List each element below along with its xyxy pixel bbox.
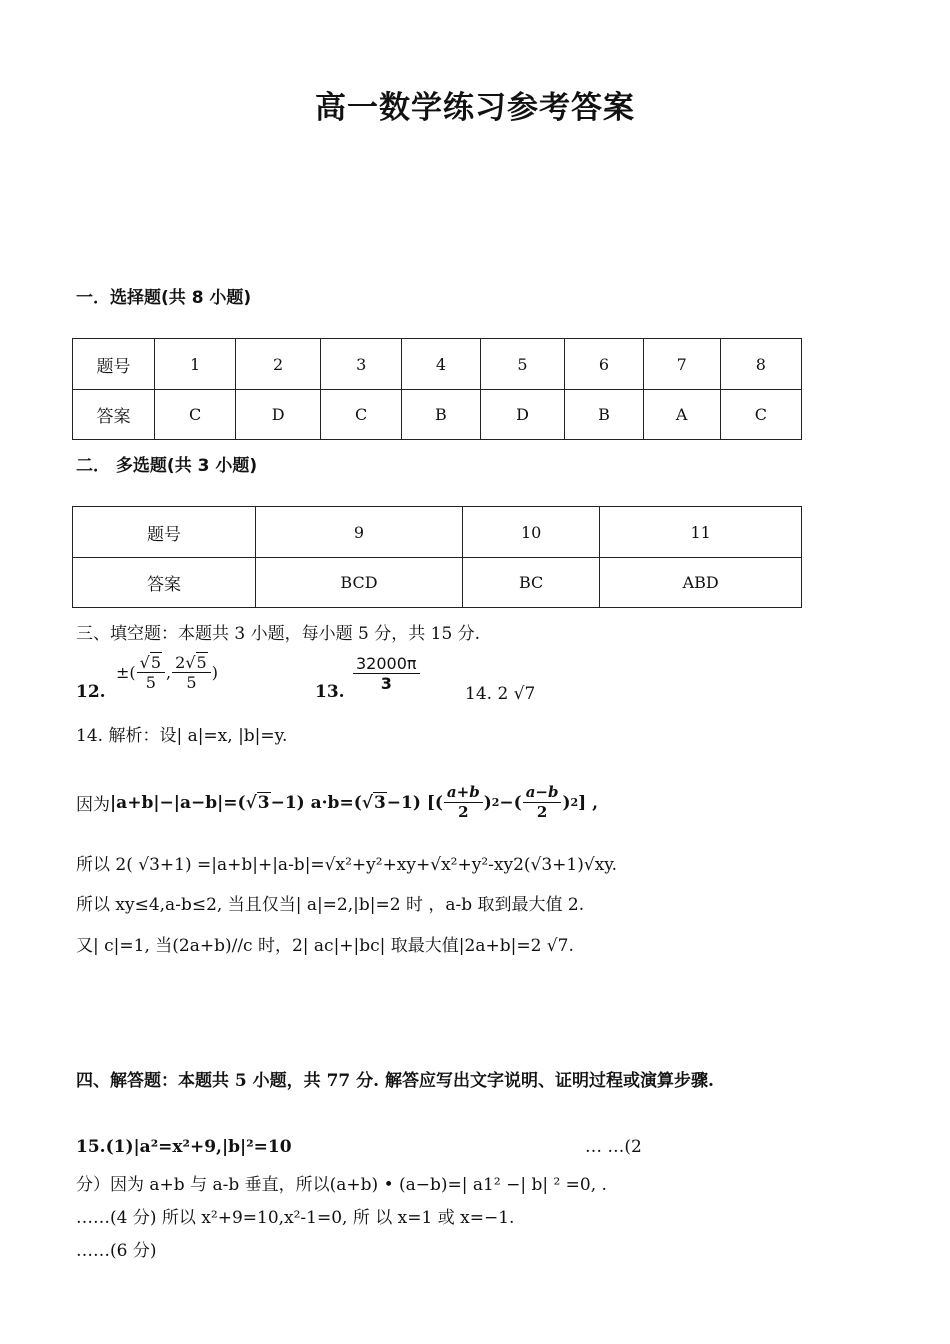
q13-denominator: 3 xyxy=(380,674,392,693)
q14-so-line-2: 所以 xy≤4,a-b≤2, 当且仅当| a|=2,|b|=2 时 ，a-b 取到最大值 2. xyxy=(76,895,585,915)
because-frac-den-1: 2 xyxy=(458,803,469,821)
because-part-f: ] , xyxy=(578,792,599,813)
q12-coefficient: 2 xyxy=(175,653,186,672)
because-radicand-2: 3 xyxy=(373,792,386,813)
because-fraction-2 xyxy=(523,783,562,822)
q12-radicand-1: 5 xyxy=(150,653,162,672)
answer-cell: B xyxy=(402,390,480,440)
table-header-cell: 题号 xyxy=(73,339,155,390)
because-sup-2: 2 xyxy=(570,796,579,809)
because-part-c: −1) [( xyxy=(386,792,443,813)
table-header-cell: 答案 xyxy=(73,390,155,440)
q12-close: ) xyxy=(211,663,218,682)
because-prefix: 因为 xyxy=(76,795,110,815)
q15-line-4: ……(6 分) xyxy=(76,1241,157,1261)
question-number-cell: 10 xyxy=(462,507,599,558)
q12-denominator-1: 5 xyxy=(145,673,156,692)
answer-cell: D xyxy=(480,390,565,440)
q12-fraction-2: $\frac{2√5}{5}$ xyxy=(172,653,211,692)
q14-analysis: 14. 解析：设| a|=x, |b|=y. xyxy=(76,726,288,746)
question-number-cell: 4 xyxy=(402,339,480,390)
q13-numerator: 32000π xyxy=(353,654,420,674)
question-number-cell: 3 xyxy=(321,339,402,390)
q12-fraction-1: $\frac{√5}{5}$ xyxy=(137,653,165,692)
because-radicand: 3 xyxy=(257,792,270,813)
because-part-a: |a+b|−|a−b|=( xyxy=(110,792,246,813)
section1-heading: 一．选择题(共 8 小题) xyxy=(76,288,252,308)
answer-cell: C xyxy=(155,390,236,440)
q14-so-line-1: 所以 2( √3+1) =|a+b|+|a-b|=√x²+y²+xy+√x²+y²-xy2(√3+1)√xy. xyxy=(76,855,618,875)
because-frac-num-1: a+b xyxy=(444,783,483,803)
because-part-e: −( xyxy=(499,792,522,813)
question-number-cell: 11 xyxy=(600,507,802,558)
q12-radicand-2: 5 xyxy=(196,653,207,672)
because-part-b: −1) a·b=( xyxy=(270,792,362,813)
q15-line-2: 分）因为 a+b 与 a-b 垂直，所以(a+b) • (a−b)=| a1² −| b| ² =0, . xyxy=(76,1175,607,1195)
q15-line-3: ……(4 分) 所以 x²+9=10,x²-1=0, 所 以 x=1 或 x=−1. xyxy=(76,1208,515,1228)
section2-heading: 二． 多选题(共 3 小题) xyxy=(76,456,258,476)
table-row xyxy=(73,339,802,390)
question-number-cell: 7 xyxy=(643,339,720,390)
table-row xyxy=(73,390,802,440)
answer-cell: C xyxy=(720,390,801,440)
table-header-cell: 题号 xyxy=(73,507,256,558)
q15-score-dots: … …(2 xyxy=(585,1137,642,1157)
table-header-cell: 答案 xyxy=(73,558,256,608)
because-frac-den-2: 2 xyxy=(536,803,548,821)
q12-comma: , xyxy=(166,663,172,682)
multi-choice-answer-table xyxy=(72,506,802,608)
q15-line-1: 15.(1)|a²=x²+9,|b|²=10 xyxy=(76,1137,292,1157)
because-sup-1: 2 xyxy=(491,796,500,809)
question-number-cell: 1 xyxy=(155,339,236,390)
section4-heading: 四、解答题：本题共 5 小题，共 77 分. 解答应写出文字说明、证明过程或演算步骤. xyxy=(76,1071,714,1091)
page-title: 高一数学练习参考答案 xyxy=(315,90,635,126)
answer-cell: D xyxy=(236,390,321,440)
table-row xyxy=(73,558,802,608)
answer-cell: ABD xyxy=(600,558,802,608)
because-part-d: ) xyxy=(483,792,492,813)
q14-because-line: 因为 |a+b|−|a−b|=( √3 −1) a·b=( √3 −1) [( $\frac{a+b}{2}$ ) 2 −( $\frac{a-b}{2}$ ) 2 ] , xyxy=(76,783,599,821)
q12-label: 12. xyxy=(76,682,106,702)
q13-answer xyxy=(352,654,421,693)
q12-pm: ±( xyxy=(116,663,136,682)
q14-answer: 14. 2 √7 xyxy=(465,684,536,704)
q14-also-line: 又| c|=1, 当(2a+b)//c 时，2| ac|+|bc| 取最大值|2a+b|=2 √7. xyxy=(76,936,574,956)
question-number-cell: 6 xyxy=(565,339,643,390)
answer-cell: BCD xyxy=(256,558,463,608)
q13-label: 13. xyxy=(315,682,345,702)
question-number-cell: 8 xyxy=(720,339,801,390)
section3-heading: 三、填空题：本题共 3 小题，每小题 5 分，共 15 分. xyxy=(76,624,481,644)
question-number-cell: 9 xyxy=(256,507,463,558)
answer-cell: BC xyxy=(462,558,599,608)
choice-answer-table xyxy=(72,338,802,440)
because-fraction-1 xyxy=(444,783,483,822)
question-number-cell: 2 xyxy=(236,339,321,390)
q13-fraction xyxy=(353,654,420,693)
q12-answer xyxy=(116,653,218,692)
answer-cell: C xyxy=(321,390,402,440)
answer-cell: A xyxy=(643,390,720,440)
q12-denominator-2: 5 xyxy=(186,673,197,692)
because-part-d2: ) xyxy=(562,792,571,813)
table-row xyxy=(73,507,802,558)
question-number-cell: 5 xyxy=(480,339,565,390)
answer-cell: B xyxy=(565,390,643,440)
because-frac-num-2: a−b xyxy=(523,783,562,803)
